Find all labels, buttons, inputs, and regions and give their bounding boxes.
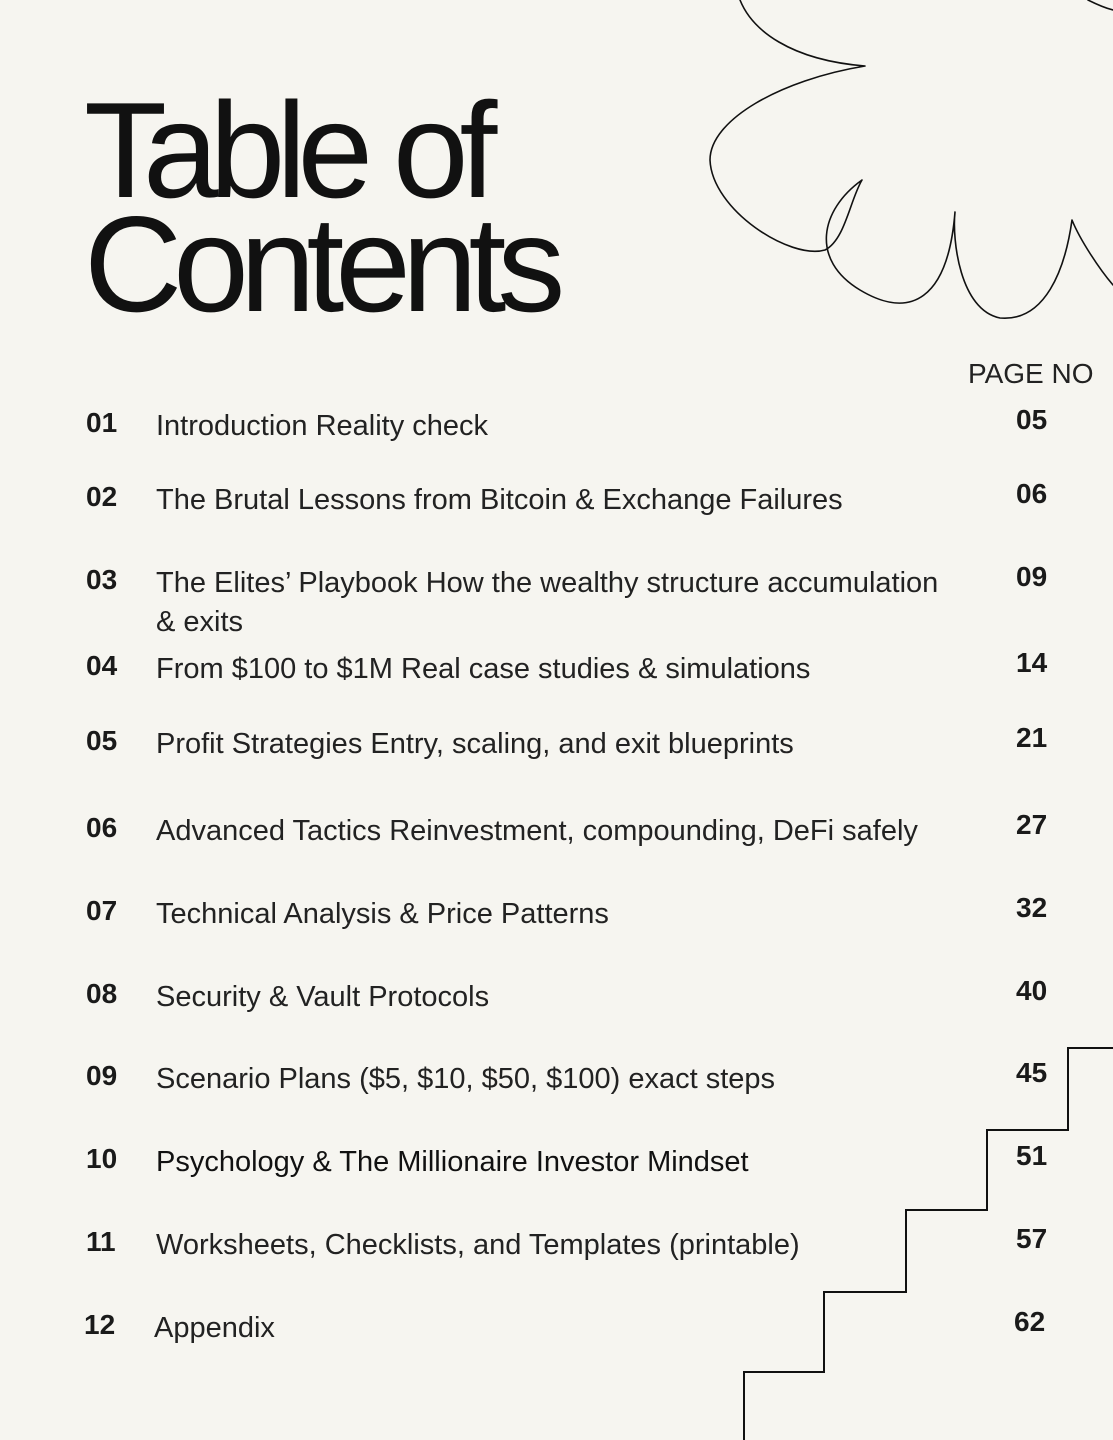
toc-entry-title: Advanced Tactics Reinvestment, compounding, DeFi safely	[156, 815, 918, 847]
page-title-line-2: Contents	[84, 188, 557, 340]
toc-entry-title: Psychology & The Millionaire Investor Mindset	[156, 1146, 749, 1178]
toc-entry-title: Appendix	[154, 1312, 275, 1344]
toc-entry-page: 40	[1016, 975, 1048, 1006]
toc-entry-page: 14	[1016, 647, 1048, 678]
toc-entry-number: 03	[86, 564, 118, 595]
page-title-line-1: Table of	[84, 74, 489, 226]
toc-entry-page: 32	[1016, 892, 1048, 923]
toc-entry-number: 12	[84, 1309, 116, 1340]
toc-entry-page: 21	[1016, 722, 1048, 753]
toc-entry-number: 10	[86, 1143, 118, 1174]
toc-entry-number: 09	[86, 1060, 118, 1091]
toc-entry-number: 11	[86, 1226, 116, 1257]
toc-entry-number: 08	[86, 978, 118, 1009]
toc-entry-page: 05	[1016, 404, 1048, 435]
page-number-column-header: PAGE NO	[968, 358, 1094, 389]
toc-entry-title: The Brutal Lessons from Bitcoin & Exchange Failures	[156, 484, 843, 516]
toc-entry-page: 51	[1016, 1140, 1048, 1171]
toc-entry-title	[156, 564, 1006, 642]
toc-entry-page: 27	[1016, 809, 1048, 840]
toc-entry-title: Scenario Plans ($5, $10, $50, $100) exact steps	[156, 1063, 776, 1095]
toc-entry-number: 07	[86, 895, 118, 926]
toc-entry-page: 57	[1016, 1223, 1048, 1254]
toc-entry-title-line-2: & exits	[156, 606, 244, 638]
toc-entry-number: 04	[86, 650, 118, 681]
toc-entry-number: 05	[86, 725, 118, 756]
toc-entry-page: 06	[1016, 478, 1048, 509]
toc-entry-number: 01	[86, 407, 118, 438]
toc-entry-number: 02	[86, 481, 118, 512]
toc-entry-title: Technical Analysis & Price Patterns	[156, 898, 609, 930]
toc-entry-number: 06	[86, 812, 118, 843]
toc-entry-title: From $100 to $1M Real case studies & simulations	[156, 653, 811, 685]
toc-entry-title: Worksheets, Checklists, and Templates (printable)	[156, 1229, 800, 1261]
toc-entry-title-line-1: The Elites’ Playbook How the wealthy structure accumulation	[156, 567, 939, 599]
toc-entry-page: 09	[1016, 561, 1048, 592]
toc-entry-page: 45	[1016, 1057, 1048, 1088]
toc-entry-title: Security & Vault Protocols	[156, 981, 490, 1013]
toc-entry-page: 62	[1014, 1306, 1046, 1337]
toc-entry-title: Introduction Reality check	[156, 410, 489, 442]
toc-entry-title: Profit Strategies Entry, scaling, and exit blueprints	[156, 728, 794, 760]
